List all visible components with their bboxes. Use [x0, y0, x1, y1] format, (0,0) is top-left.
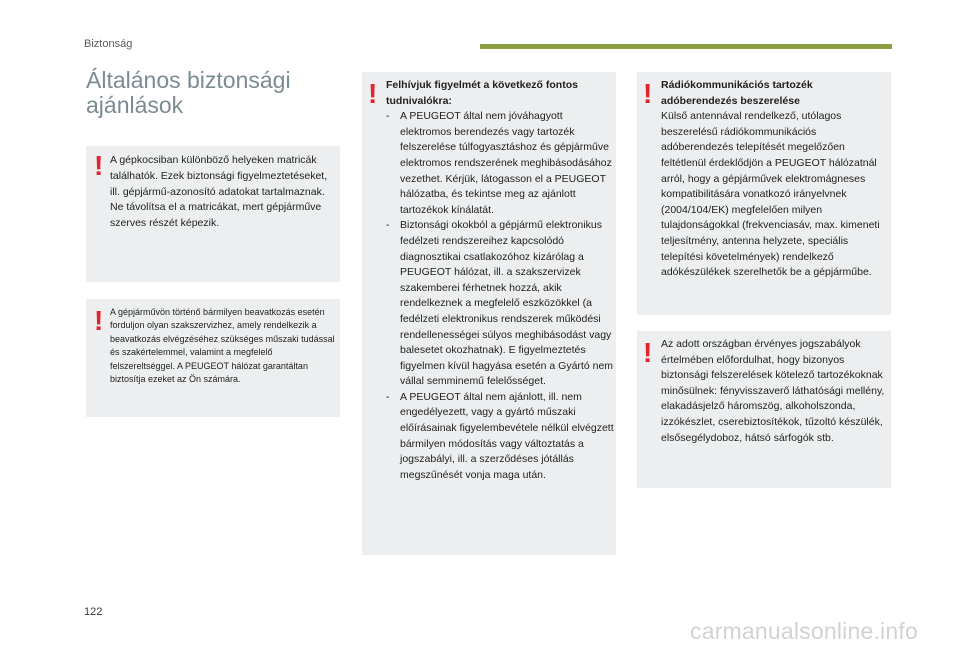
page-title: Általános biztonsági ajánlások — [86, 67, 291, 118]
list-item: - Biztonsági okokból a gépjármű elektronikus fedélzeti rendszereihez kapcsolódó diagnosztikai csatlakozóhoz kizárólag a PEUGEOT hálózat, ill. a szakszervizek szakemberei férhetnek hozzá, akik rendelkeznek a megfelelő eszközökkel (a fedélzeti elektronikus rendszerek működési rendellenességei súlyos meghibásodást vagy balesetet okozhatnak). E figyelmeztetés figyelmen kívül hagyása esetén a Gyártó nem vállal semminemű felelősséget. — [386, 218, 616, 390]
warning-text: Külső antennával rendelkező, utólagos beszerelésű rádiókommunikációs adóberendezés telepítését megelőzően feltétlenül érdeklődjön a PEUGEOT hálózatnál arról, hogy a gépjárművek elektromágneses kompatibilitására vonatkozó irányelvnek (2004/104/EK) megfelelően milyen tulajdonságokkal (frekvenciasáv, max. kimeneti teljesítmény, antenna helyzete, speciális telepítési követelmények) rendelkező adókészülékek szerelhetők be a gépjárműbe. — [661, 110, 880, 279]
warning-exclamation-icon: ! — [94, 150, 104, 181]
warning-text: A gépjárművön történő bármilyen beavatkozás esetén forduljon olyan szakszervizhez, amely rendelkezik a beavatkozás elvégzéséhez szükséges műszaki tudással és szakértelemmel, valamint a megfelelő felszereltséggel. A PEUGEOT hálózat garantáltan biztosítja ezeket az Ön számára. — [110, 307, 335, 385]
warning-heading: Rádiókommunikációs tartozék adóberendezés beszerelése — [661, 79, 813, 107]
warning-exclamation-icon: ! — [643, 78, 653, 109]
warning-box-radio-transmitter — [637, 72, 891, 315]
warning-exclamation-icon: ! — [368, 78, 378, 109]
section-label: Biztonság — [84, 38, 133, 50]
warning-box-important-notes — [362, 72, 616, 555]
warning-text: Az adott országban érvényes jogszabályok értelmében előfordulhat, hogy bizonyos biztonsági felszerelések kötelező tartozékoknak minősülnek: fényvisszaverő láthatósági mellény, elakadásjelző háromszög, alkoholszonda, izzókészlet, cserebiztosítékok, tűzoltó készülék, elsősegélydoboz, hátsó sárfogók stb. — [661, 338, 885, 444]
list-item: - A PEUGEOT által nem jóváhagyott elektromos berendezés vagy tartozék felszerelése túlfogyasztáshoz és gépjárműve elektromos rendszerének meghibásodásához vezethet. Kérjük, látogasson el a PEUGEOT hálózatba, és tekintse meg az ajánlott tartozékok kínálatát. — [386, 109, 616, 218]
header-accent-bar — [480, 44, 892, 49]
warning-text: A gépkocsiban különböző helyeken matricák találhatók. Ezek biztonsági figyelmeztetéseket, ill. gépjármű-azonosító adatokat tartalmaznak. Ne távolítsa el a matricákat, mert gépjárműve szerves részét képezik. — [110, 154, 328, 230]
page-number: 122 — [84, 606, 103, 618]
list-item: - A PEUGEOT által nem ajánlott, ill. nem engedélyezett, vagy a gyártó műszaki előírásainak figyelembevétele nélkül elvégzett bármilyen módosítás vagy változtatás a jogszabályi, ill. a szerződéses jótállás megszűnését vonja maga után. — [386, 390, 616, 484]
warning-exclamation-icon: ! — [643, 337, 653, 368]
warning-box-stickers — [86, 146, 340, 282]
warning-box-service — [86, 299, 340, 417]
warning-box-mandatory-equipment — [637, 331, 891, 488]
warning-list — [386, 109, 616, 483]
warning-exclamation-icon: ! — [94, 305, 104, 336]
warning-content — [386, 78, 616, 483]
warning-heading: Felhívjuk figyelmét a következő fontos tudnivalókra: — [386, 79, 578, 107]
warning-content — [661, 78, 883, 281]
watermark: carmanualsonline.info — [690, 618, 918, 644]
